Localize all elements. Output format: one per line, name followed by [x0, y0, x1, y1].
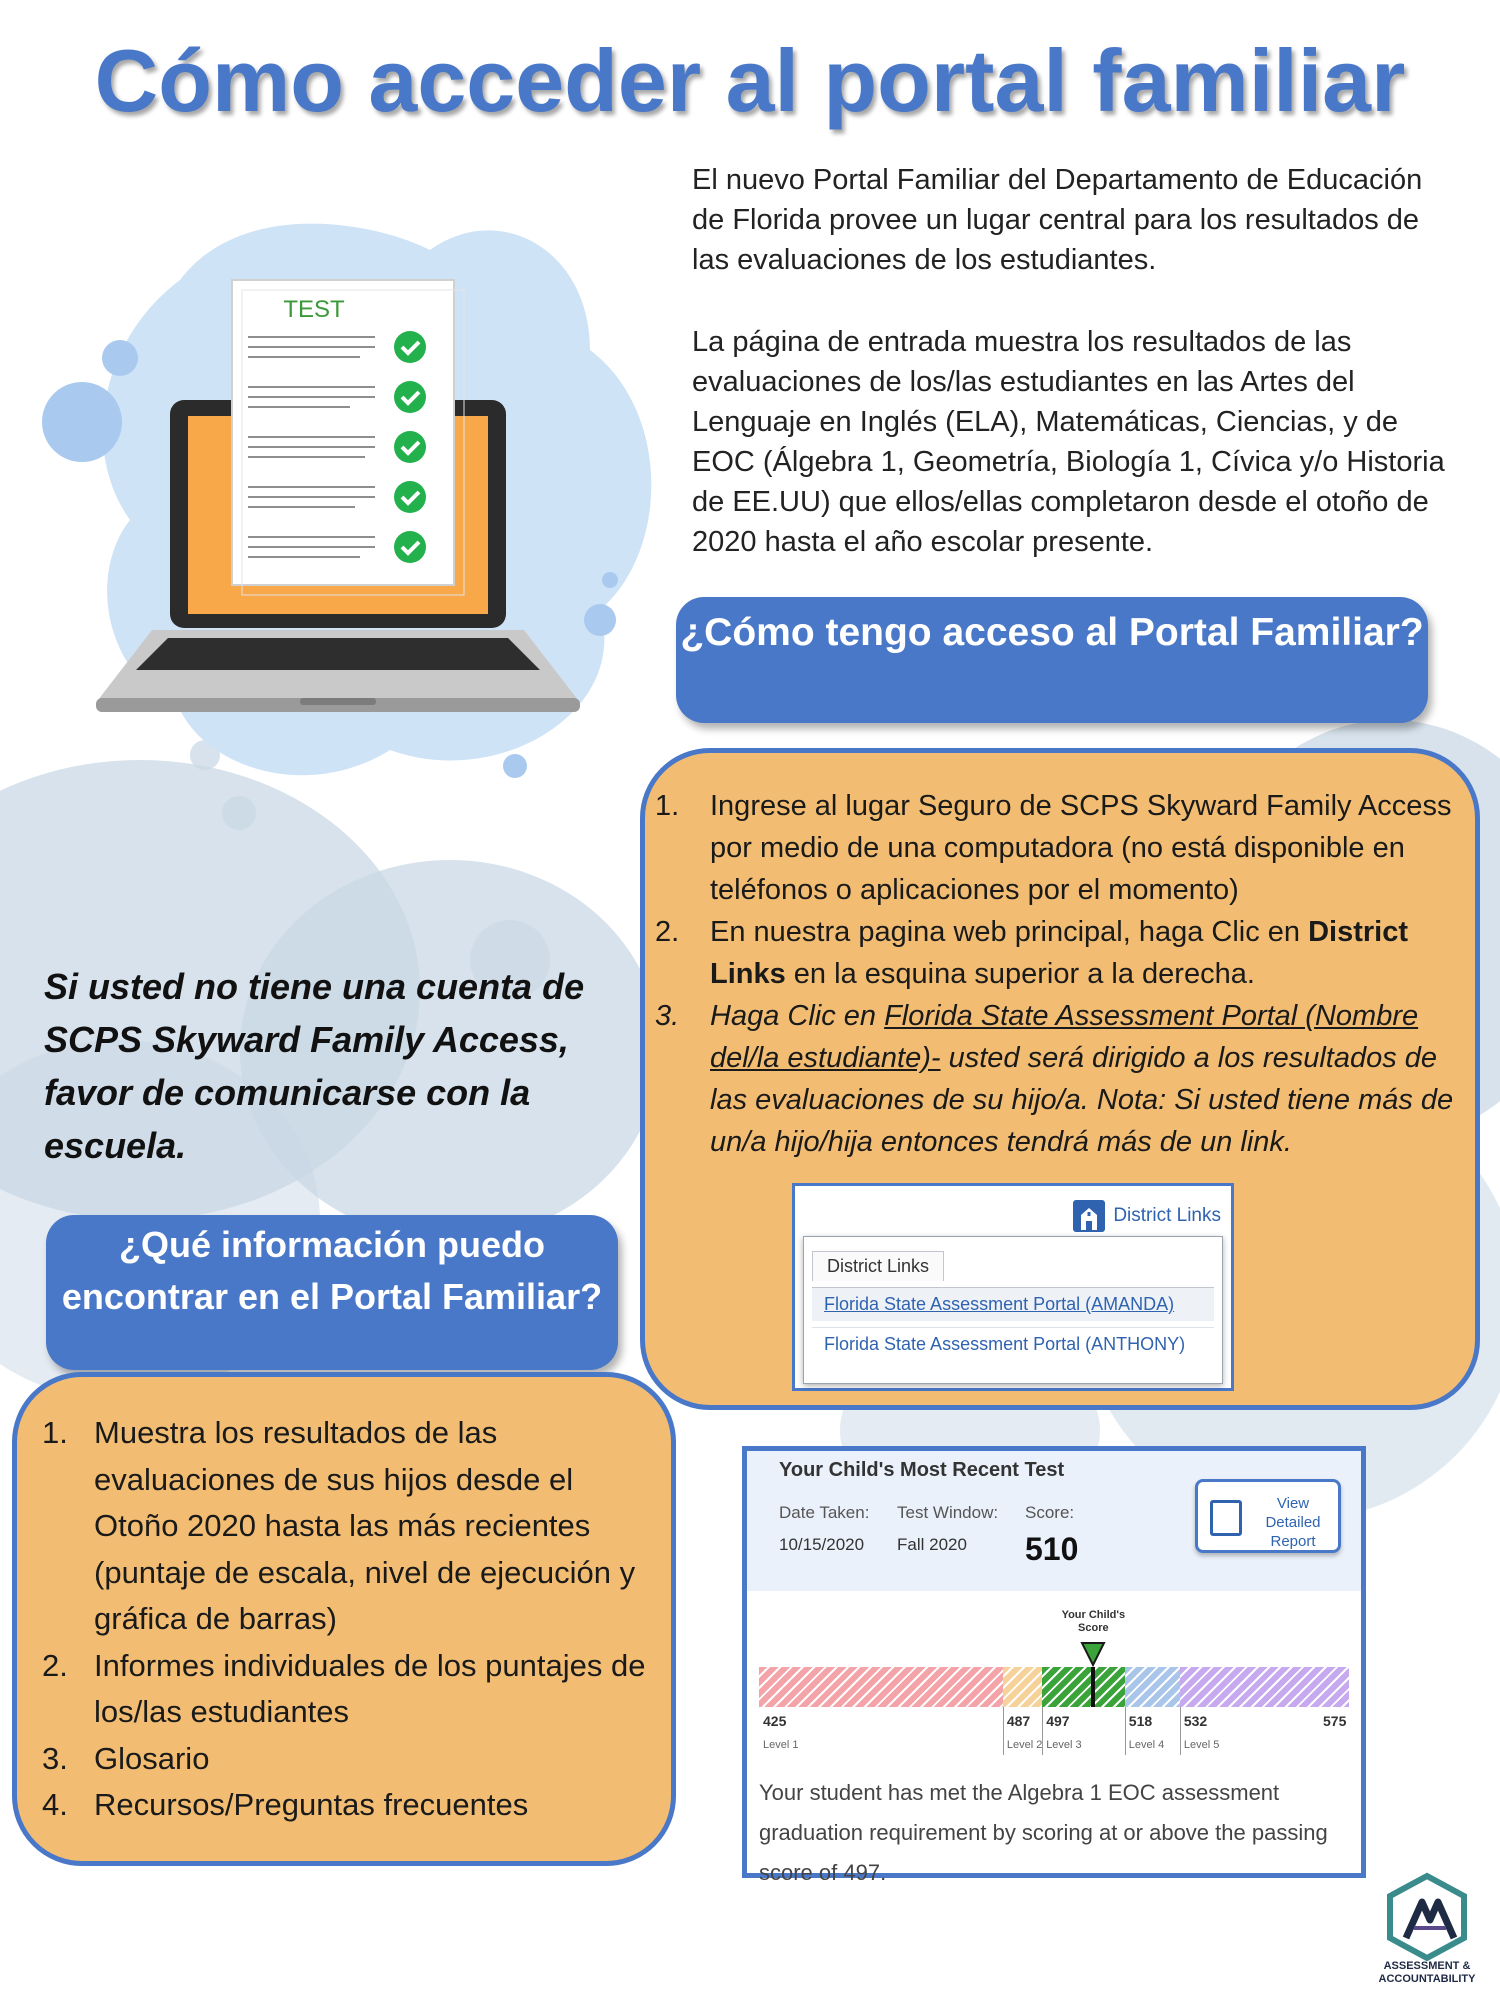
list-item	[42, 1782, 662, 1829]
district-links-label: District Links	[1113, 1205, 1221, 1226]
tick-label: 497	[1046, 1713, 1070, 1729]
step-number: 3.	[655, 1000, 680, 1032]
item-number: 1.	[42, 1415, 68, 1450]
tick-label: 518	[1128, 1713, 1153, 1729]
level-segment	[1042, 1667, 1125, 1707]
level-label: Level 4	[1128, 1739, 1165, 1751]
access-steps-list	[655, 785, 1455, 1163]
list-item	[655, 995, 1455, 1163]
tick-label: 575	[1323, 1713, 1347, 1729]
level-separator	[1042, 1707, 1043, 1755]
score-value: 510	[1025, 1531, 1079, 1567]
level-segment	[1125, 1667, 1180, 1707]
score-message: Your student has met the Algebra 1 EOC assessment graduation requirement by scoring at or above the passing score of 497.	[759, 1780, 1328, 1885]
step-text: En nuestra pagina web principal, haga Clic en	[710, 916, 1309, 948]
level-label: Level 1	[763, 1739, 799, 1751]
laptop-test-illustration	[30, 190, 670, 790]
intro-paragraph: La página de entrada muestra los resultados de las evaluaciones de los/las estudiantes en las Artes del Lenguaje en Inglés (ELA), Matemáticas, Ciencias, y de EOC (Álgebra 1, Geometría, Biología 1, Cívica y/o Historia de EE.UU) que ellos/ellas completaron desde el otoño de 2020 hasta el año escolar presente.	[692, 326, 1445, 558]
step-text: usted será dirigido a los resultados de las evaluaciones de su hijo/a. Nota: Si usted tiene más de un/a hijo/hija entonces tendrá más de un link.	[710, 1042, 1454, 1158]
account-note: Si usted no tiene una cuenta de SCPS Skyward Family Access, favor de comunicarse con la escuela.	[44, 966, 585, 1166]
tick-label: 532	[1183, 1713, 1208, 1729]
level-separator	[1125, 1707, 1126, 1755]
report-icon	[1210, 1500, 1242, 1536]
step-text: en la esquina superior a la derecha.	[785, 958, 1255, 990]
score-report-screenshot	[742, 1446, 1366, 1885]
background-blob	[222, 796, 256, 830]
item-text: Recursos/Preguntas frecuentes	[94, 1787, 529, 1822]
item-text: Glosario	[94, 1740, 210, 1776]
score-marker-icon	[1078, 1639, 1108, 1669]
district-links-dropdown	[803, 1236, 1223, 1384]
level-label: Level 5	[1183, 1739, 1220, 1751]
portal-link-text: Florida State Assessment Portal (Nombre del/la estudiante)-	[710, 1000, 1419, 1074]
list-item	[42, 1736, 662, 1783]
logo-text: ASSESSMENT & ACCOUNTABILITY	[1378, 1960, 1476, 1985]
level-separator	[1003, 1707, 1004, 1755]
score-title: Your Child's Most Recent Test	[779, 1459, 1065, 1481]
level-segment	[1180, 1667, 1349, 1707]
intro-paragraph: El nuevo Portal Familiar del Departamento de Educación de Florida provee un lugar central para los resultados de las evaluaciones de los estudiantes.	[692, 164, 1423, 276]
score-header	[747, 1451, 1361, 1591]
list-item	[42, 1643, 662, 1736]
item-number: 2.	[42, 1647, 68, 1683]
view-report-label: View Detailed Report	[1265, 1495, 1321, 1550]
level-segment	[1003, 1667, 1042, 1707]
school-icon	[1073, 1200, 1105, 1232]
item-number: 3.	[42, 1740, 68, 1776]
tick-label: 487	[1006, 1713, 1031, 1729]
district-links-screenshot	[792, 1183, 1234, 1391]
tick-label: 425	[763, 1713, 787, 1729]
score-level-bar	[759, 1667, 1349, 1707]
level-separator	[1180, 1707, 1181, 1755]
step-text: Ingrese al lugar Seguro de SCPS Skyward Family Access por medio de una computadora (no está disponible en teléfonos o aplicaciones por el momento)	[710, 790, 1452, 906]
score-marker-label: Your Child's Score	[1061, 1609, 1126, 1634]
district-links-button	[1073, 1200, 1221, 1232]
date-value: 10/15/2020	[779, 1535, 865, 1554]
list-item	[42, 1410, 662, 1643]
portal-link-anthony: Florida State Assessment Portal (ANTHONY)	[812, 1327, 1214, 1361]
assessment-accountability-logo	[1362, 1872, 1492, 1996]
item-text: Muestra los resultados de las evaluaciones de sus hijos desde el Otoño 2020 hasta las más recientes (puntaje de escala, nivel de ejecución y gráfica de barras)	[94, 1415, 636, 1636]
access-heading: ¿Cómo tengo acceso al Portal Familiar?	[676, 597, 1428, 723]
step-number: 2.	[655, 916, 680, 948]
window-value: Fall 2020	[897, 1535, 967, 1554]
test-label: TEST	[283, 296, 345, 323]
date-label: Date Taken:	[779, 1503, 870, 1522]
list-item	[655, 911, 1455, 995]
page-title: Cómo acceder al portal familiar	[94, 31, 1406, 130]
score-label: Score:	[1025, 1503, 1075, 1522]
district-links-tab: District Links	[812, 1251, 944, 1281]
item-number: 4.	[42, 1787, 68, 1822]
view-report-button	[1195, 1479, 1341, 1553]
item-text: Informes individuales de los puntajes de los/las estudiantes	[94, 1647, 646, 1729]
logo-icon	[1362, 1872, 1492, 1962]
info-heading: ¿Qué información puedo encontrar en el Portal Familiar?	[46, 1215, 618, 1370]
step-text: Haga Clic en	[710, 1000, 885, 1032]
level-label: Level 3	[1046, 1739, 1082, 1751]
info-list	[42, 1410, 662, 1829]
window-label: Test Window:	[897, 1503, 999, 1522]
portal-link-amanda: Florida State Assessment Portal (AMANDA)	[812, 1287, 1214, 1321]
step-number: 1.	[655, 790, 680, 822]
score-line	[1091, 1667, 1095, 1707]
level-label: Level 2	[1006, 1739, 1043, 1751]
district-links-text: District Links	[710, 916, 1409, 990]
level-segment	[759, 1667, 1003, 1707]
list-item	[655, 785, 1455, 911]
